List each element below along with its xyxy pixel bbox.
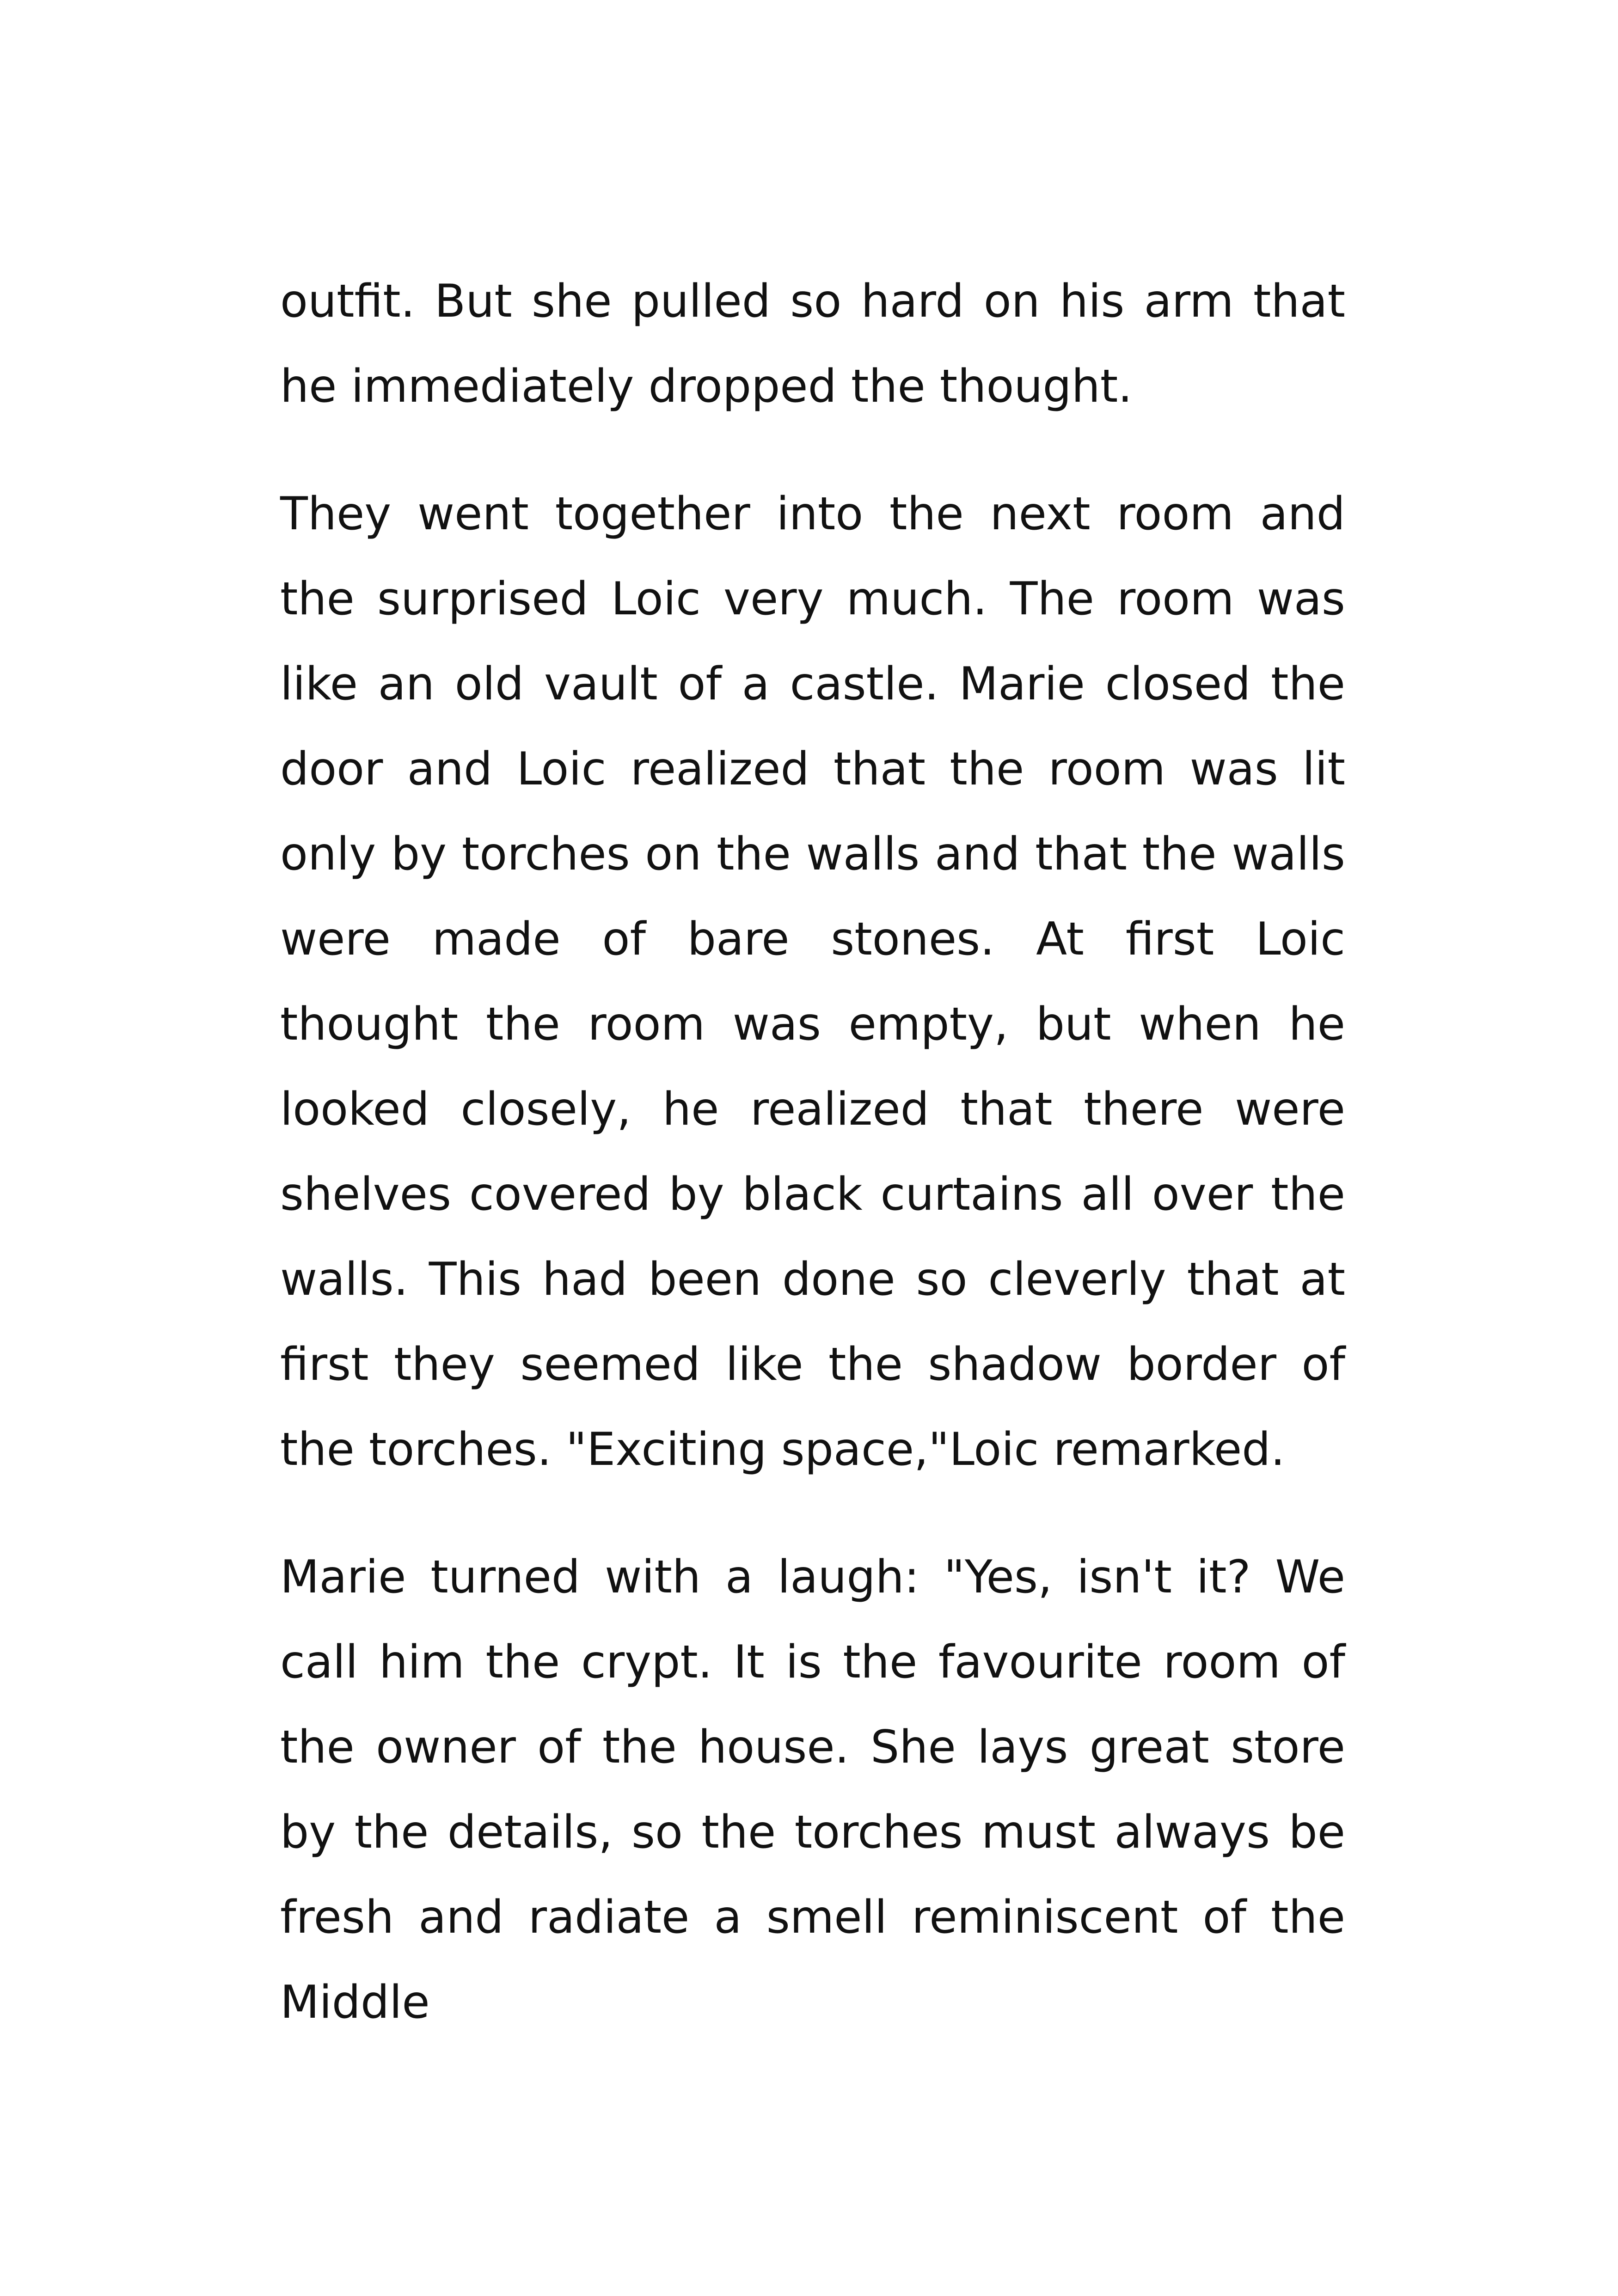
body-text	[280, 259, 1345, 2045]
paragraph-2: They went together into the next room and the surprised Loic very much. The room was like an old vault of a castle. Marie closed the door and Loic realized that the room was lit only by torches on the walls and that the walls were made of bare stones. At first Loic thought the room was empty, but when he looked closely, he realized that there were shelves covered by black curtains all over the walls. This had been done so cleverly that at first they seemed like the shadow border of the torches. "Exciting space,"Loic remarked.	[280, 488, 1345, 1476]
paragraph-1: outfit. But she pulled so hard on his arm that he immediately dropped the thought.	[280, 275, 1345, 413]
paragraph-3: Marie turned with a laugh: "Yes, isn't it? We call him the crypt. It is the favourite room of the owner of the house. She lays great store by the details, so the torches must always be fresh and radiate a smell reminiscent of the Middle	[280, 1551, 1345, 2029]
